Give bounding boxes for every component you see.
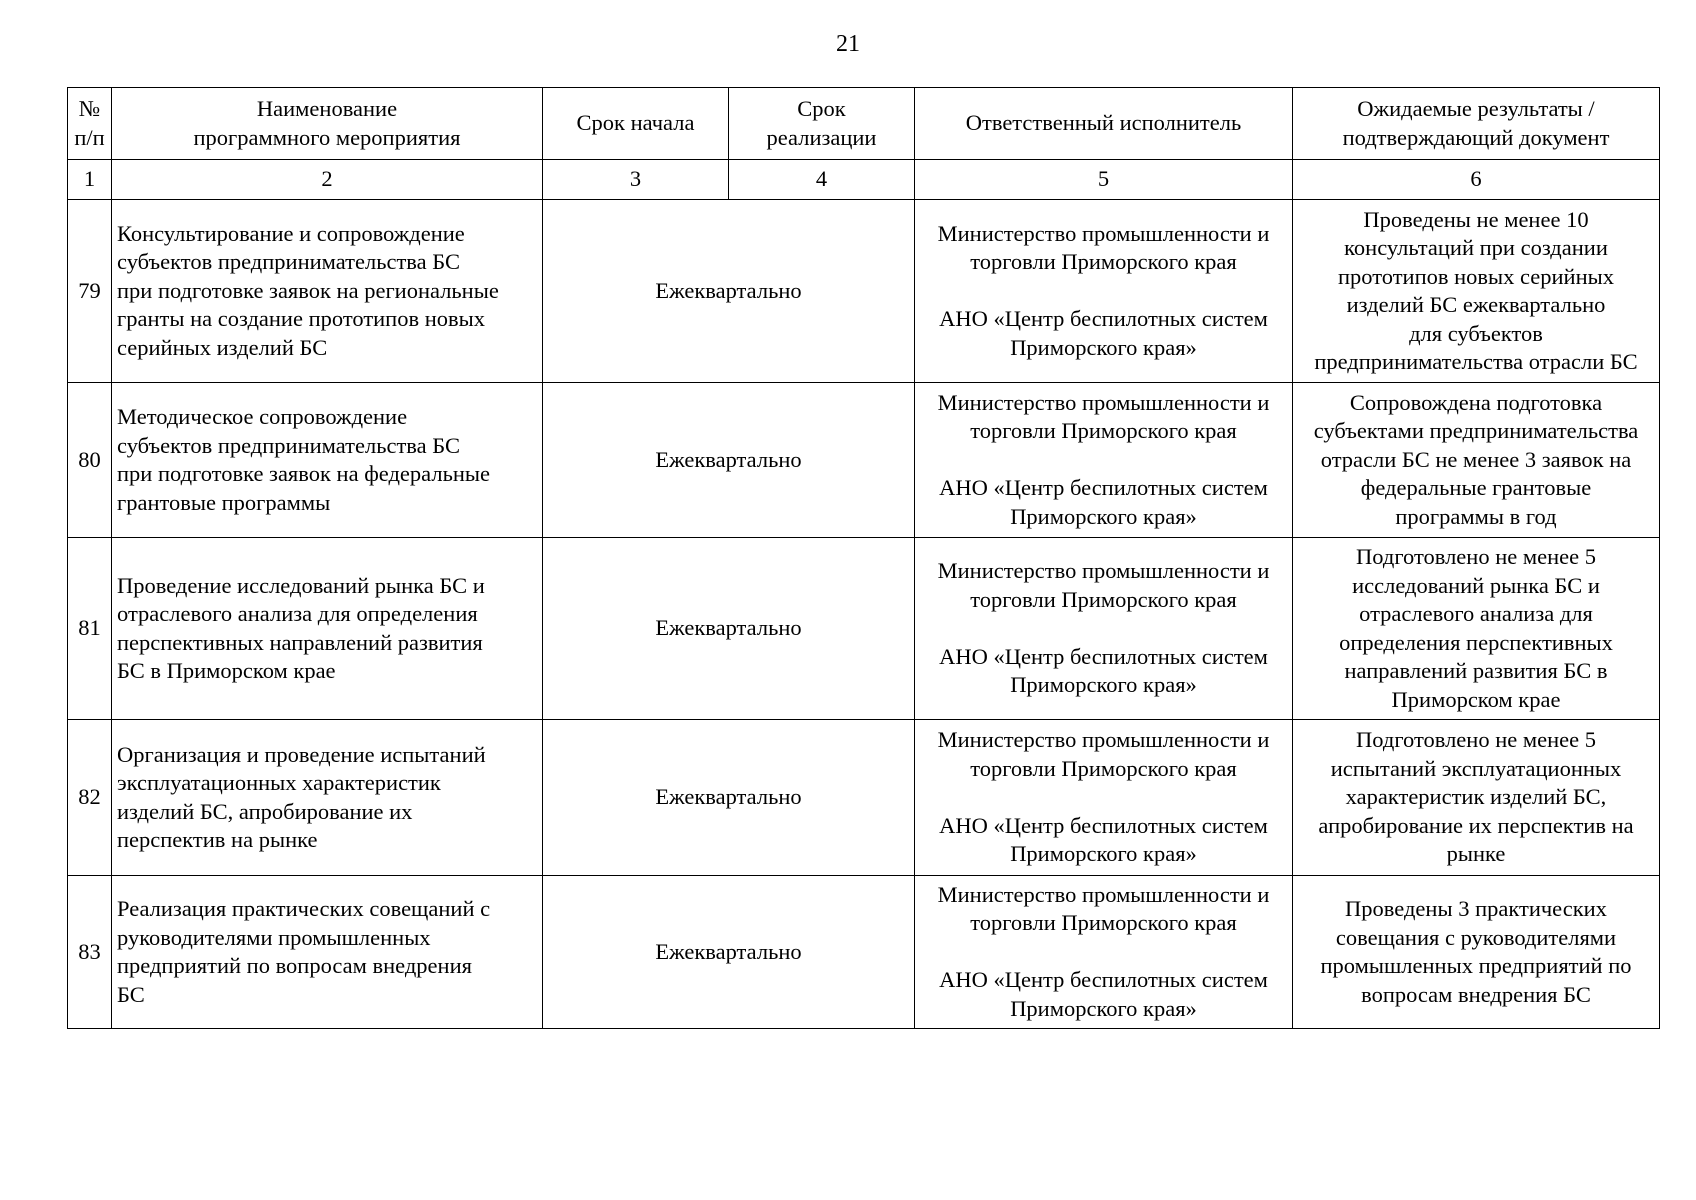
header-start-date: Срок начала <box>543 88 729 160</box>
period: Ежеквартально <box>543 200 915 383</box>
period: Ежеквартально <box>543 876 915 1029</box>
expected-result: Сопровождена подготовка субъектами предпринимательства отрасли БС не менее 3 заявок на федеральные грантовые программы в год <box>1293 383 1660 538</box>
column-number: 2 <box>112 160 543 200</box>
table-row <box>68 720 1660 876</box>
activity-name: Консультирование и сопровождение субъектов предпринимательства БС при подготовке заявок на региональные гранты на создание прототипов новых серийных изделий БС <box>112 200 543 383</box>
column-number: 1 <box>68 160 112 200</box>
activity-name: Методическое сопровождение субъектов предпринимательства БС при подготовке заявок на федеральные грантовые программы <box>112 383 543 538</box>
responsible-executor: Министерство промышленности и торговли Приморского края АНО «Центр беспилотных систем Приморского края» <box>915 200 1293 383</box>
header-implementation-period: Срок реализации <box>729 88 915 160</box>
activity-name: Организация и проведение испытаний эксплуатационных характеристик изделий БС, апробирование их перспектив на рынке <box>112 720 543 876</box>
column-number: 6 <box>1293 160 1660 200</box>
responsible-executor: Министерство промышленности и торговли Приморского края АНО «Центр беспилотных систем Приморского края» <box>915 720 1293 876</box>
header-responsible-executor: Ответственный исполнитель <box>915 88 1293 160</box>
column-number: 3 <box>543 160 729 200</box>
column-number-row <box>68 160 1660 200</box>
responsible-executor: Министерство промышленности и торговли Приморского края АНО «Центр беспилотных систем Приморского края» <box>915 383 1293 538</box>
expected-result: Проведены 3 практических совещания с руководителями промышленных предприятий по вопросам внедрения БС <box>1293 876 1660 1029</box>
column-number: 4 <box>729 160 915 200</box>
expected-result: Проведены не менее 10 консультаций при создании прототипов новых серийных изделий БС ежеквартально для субъектов предпринимательства отрасли БС <box>1293 200 1660 383</box>
page-number: 21 <box>836 31 860 57</box>
responsible-executor: Министерство промышленности и торговли Приморского края АНО «Центр беспилотных систем Приморского края» <box>915 538 1293 720</box>
header-expected-results: Ожидаемые результаты / подтверждающий документ <box>1293 88 1660 160</box>
table-row <box>68 200 1660 383</box>
table-header-row <box>68 88 1660 160</box>
expected-result: Подготовлено не менее 5 исследований рынка БС и отраслевого анализа для определения перспективных направлений развития БС в Приморском крае <box>1293 538 1660 720</box>
program-activities-table <box>67 87 1660 1029</box>
period: Ежеквартально <box>543 538 915 720</box>
column-number: 5 <box>915 160 1293 200</box>
row-number: 79 <box>68 200 112 383</box>
header-activity-name: Наименование программного мероприятия <box>112 88 543 160</box>
activity-name: Реализация практических совещаний с руководителями промышленных предприятий по вопросам внедрения БС <box>112 876 543 1029</box>
period: Ежеквартально <box>543 383 915 538</box>
header-number: № п/п <box>68 88 112 160</box>
table-row <box>68 538 1660 720</box>
expected-result: Подготовлено не менее 5 испытаний эксплуатационных характеристик изделий БС, апробирование их перспектив на рынке <box>1293 720 1660 876</box>
table-row <box>68 383 1660 538</box>
activity-name: Проведение исследований рынка БС и отраслевого анализа для определения перспективных направлений развития БС в Приморском крае <box>112 538 543 720</box>
row-number: 80 <box>68 383 112 538</box>
row-number: 82 <box>68 720 112 876</box>
table-row <box>68 876 1660 1029</box>
period: Ежеквартально <box>543 720 915 876</box>
row-number: 83 <box>68 876 112 1029</box>
row-number: 81 <box>68 538 112 720</box>
responsible-executor: Министерство промышленности и торговли Приморского края АНО «Центр беспилотных систем Приморского края» <box>915 876 1293 1029</box>
